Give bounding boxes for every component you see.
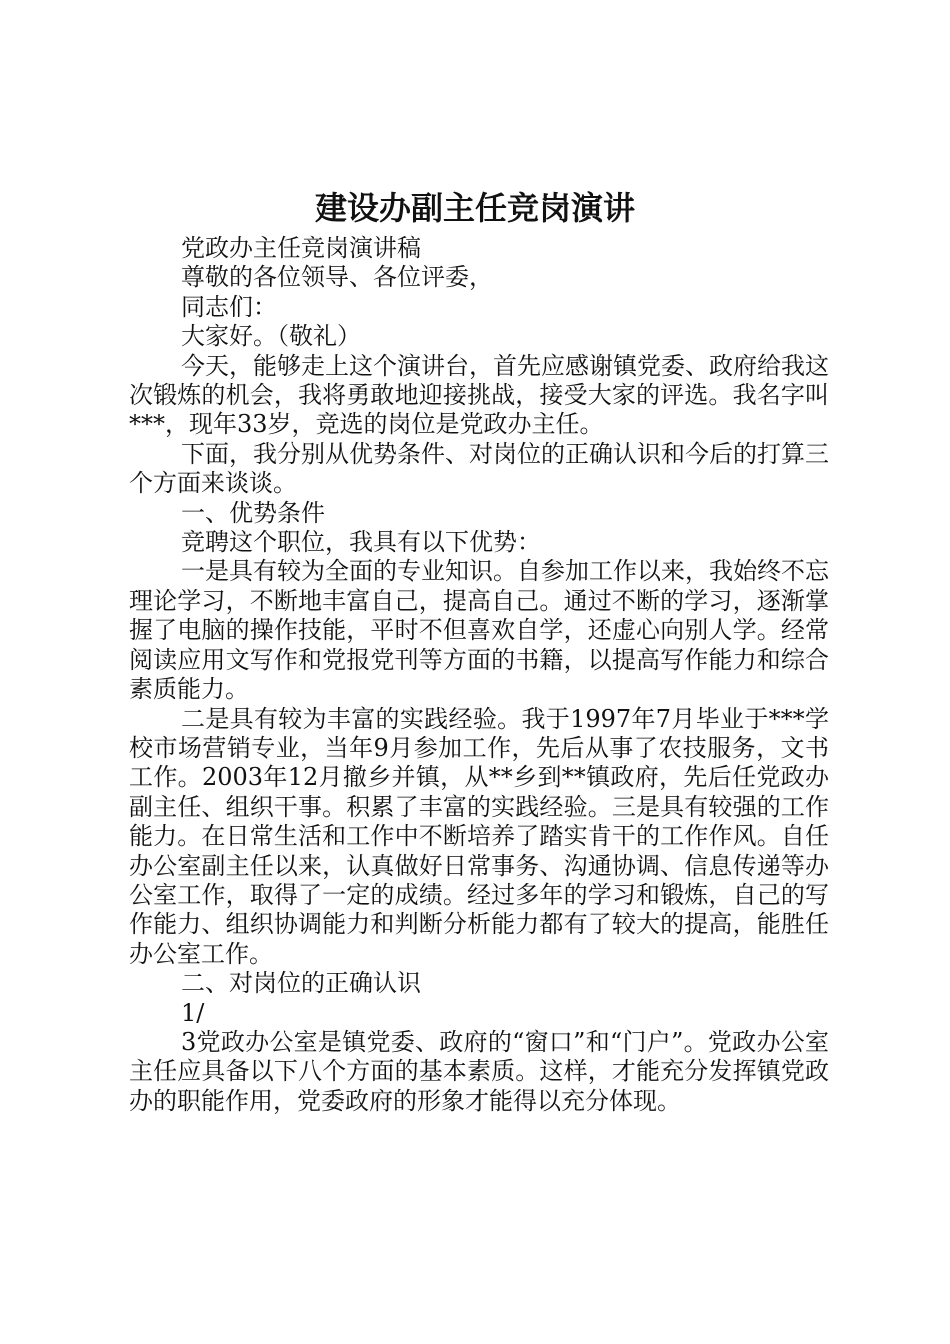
section-heading-advantages: 一、优势条件 [181, 498, 325, 527]
paragraph-greeting: 大家好。（敬礼） [181, 322, 361, 351]
paragraph-introduction: 今天，能够走上这个演讲台，首先应感谢镇党委、政府给我这次锻炼的机会，我将勇敢地迎接挑战，接受大家的评选。我名字叫***，现年33岁，竞选的岗位是党政办主任。 [129, 351, 829, 439]
paragraph-office-role: 3党政办公室是镇党委、政府的“窗口”和“门户”。党政办公室主任应具备以下八个方面的基本素质。这样，才能充分发挥镇党政办的职能作用，党委政府的形象才能得以充分体现。 [129, 1027, 829, 1115]
document-body [129, 234, 829, 1116]
paragraph-experience: 二是具有较为丰富的实践经验。我于1997年7月毕业于***学校市场营销专业，当年9月参加工作，先后从事了农技服务，文书工作。2003年12月撤乡并镇，从**乡到**镇政府，先后任党政办副主任、组织干事。积累了丰富的实践经验。三是具有较强的工作能力。在日常生活和工作中不断培养了踏实肯干的工作作风。自任办公室副主任以来，认真做好日常事务、沟通协调、信息传递等办公室工作，取得了一定的成绩。经过多年的学习和锻炼，自己的写作能力、组织协调能力和判断分析能力都有了较大的提高，能胜任办公室工作。 [129, 704, 829, 968]
paragraph-outline: 下面，我分别从优势条件、对岗位的正确认识和今后的打算三个方面来谈谈。 [129, 439, 829, 498]
section-heading-understanding: 二、对岗位的正确认识 [181, 969, 421, 998]
paragraph-salutation: 尊敬的各位领导、各位评委， [181, 263, 493, 292]
paragraph-advantages-intro: 竞聘这个职位，我具有以下优势： [181, 528, 541, 557]
paragraph-knowledge: 一是具有较为全面的专业知识。自参加工作以来，我始终不忘理论学习，不断地丰富自己，提高自己。通过不断的学习，逐渐掌握了电脑的操作技能，平时不但喜欢自学，还虚心向别人学。经常阅读应用文写作和党报党刊等方面的书籍，以提高写作能力和综合素质能力。 [129, 557, 829, 704]
document-title: 建设办副主任竞岗演讲 [314, 189, 635, 227]
paragraph-comrades: 同志们： [181, 292, 277, 321]
page-number: 1/ [181, 998, 205, 1027]
paragraph-heading-line: 党政办主任竞岗演讲稿 [181, 234, 421, 262]
